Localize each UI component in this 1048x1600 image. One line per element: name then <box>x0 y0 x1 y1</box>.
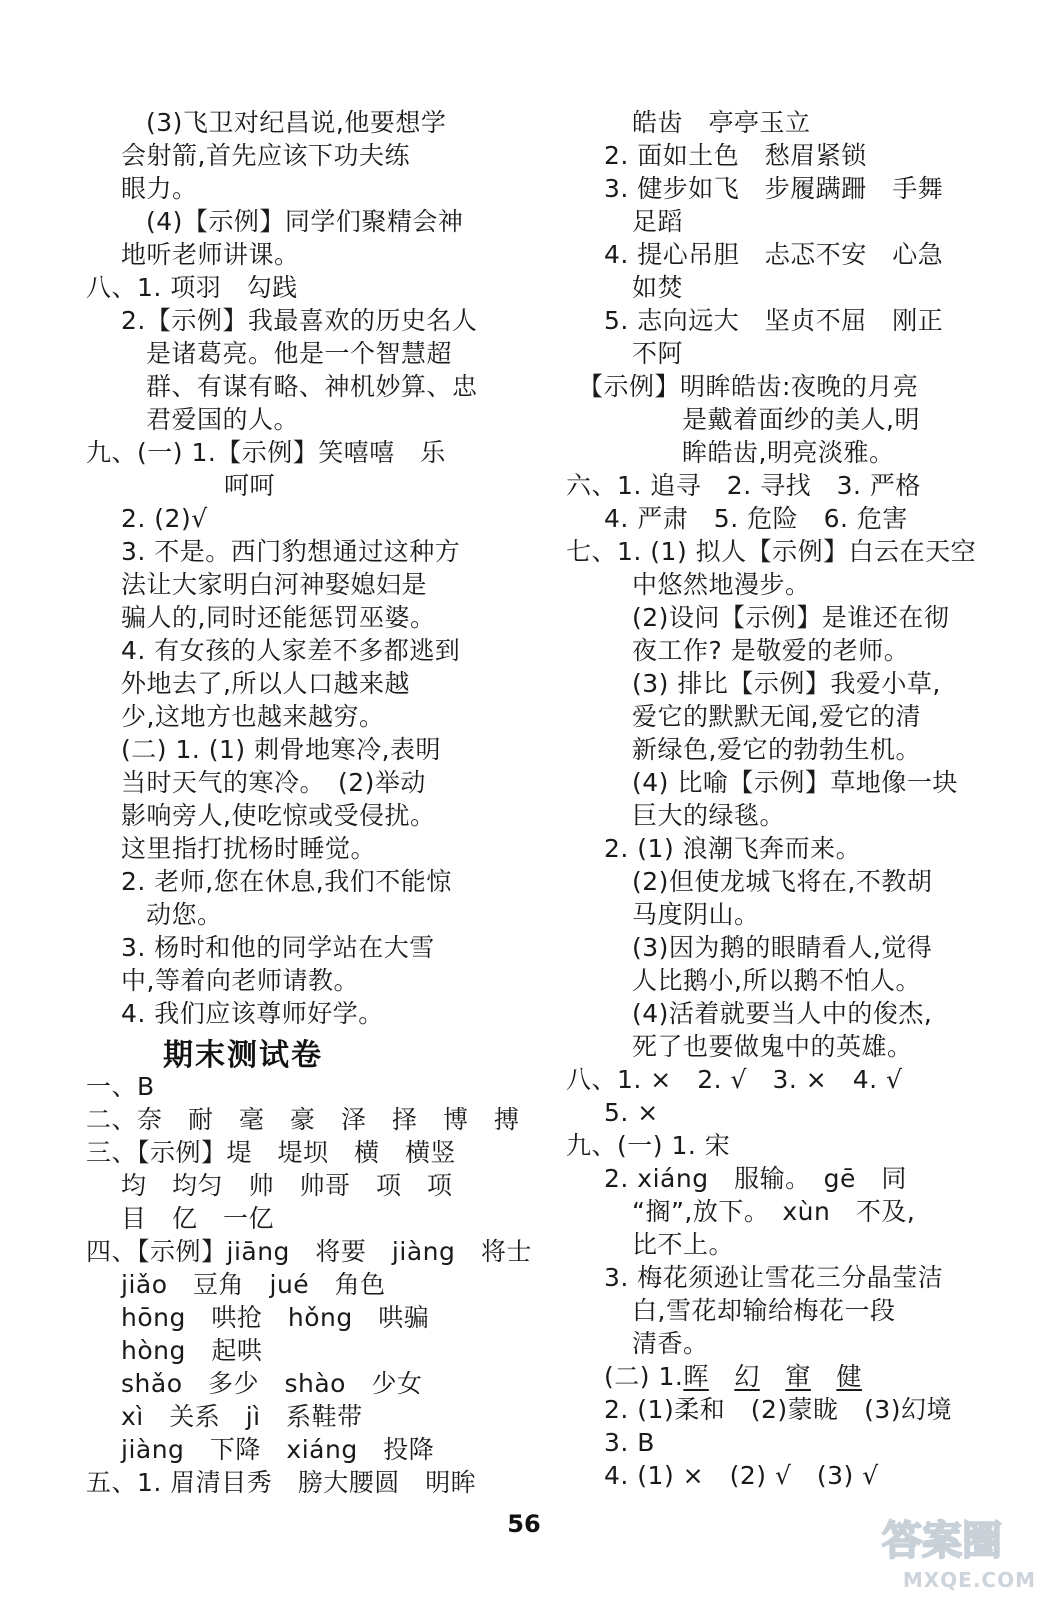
text-line: “搁”,放下。 xùn 不及, <box>632 1197 916 1226</box>
underlined-char: 窜 <box>785 1362 811 1391</box>
text-line: 是诸葛亮。他是一个智慧超 <box>146 339 453 368</box>
text-line: 2. 面如土色 愁眉紧锁 <box>604 141 867 170</box>
text-line: 马度阴山。 <box>632 900 760 929</box>
text-line: 4. 我们应该尊师好学。 <box>121 999 384 1028</box>
text-line: 4. (1) × (2) √ (3) √ <box>604 1461 879 1490</box>
text-line: 眼力。 <box>121 174 198 203</box>
section-heading-ba: 八、1. 项羽 勾践 <box>86 273 298 302</box>
text-line: 均 均匀 帅 帅哥 项 项 <box>121 1171 453 1200</box>
text-line: hōng 哄抢 hǒng 哄骗 <box>121 1303 430 1332</box>
exam-title: 期末测试卷 <box>163 1038 323 1073</box>
text-line: 一、B <box>86 1072 155 1101</box>
text-line: jiǎo 豆角 jué 角色 <box>121 1270 386 1299</box>
text-line: 巨大的绿毯。 <box>632 801 786 830</box>
text-line: 影响旁人,使吃惊或受侵扰。 <box>121 801 436 830</box>
text-line: 目 亿 一亿 <box>121 1204 275 1233</box>
text-line: 4. 有女孩的人家差不多都逃到 <box>121 636 461 665</box>
text-line: xì 关系 jì 系鞋带 <box>121 1402 363 1431</box>
section-heading-jiu: 九、(一) 1.【示例】笑嘻嘻 乐 <box>86 438 446 467</box>
text-line: 2. xiáng 服输。 gē 同 <box>604 1164 907 1193</box>
text-line: 3. B <box>604 1428 655 1457</box>
text-line: 法让大家明白河神娶媳妇是 <box>121 570 428 599</box>
text-line: (二) 1. (1) 刺骨地寒冷,表明 <box>121 735 442 764</box>
text-line: 会射箭,首先应该下功夫练 <box>121 141 410 170</box>
text-line: 外地去了,所以人口越来越 <box>121 669 410 698</box>
underlined-char: 晖 <box>683 1362 709 1391</box>
text-line: 比不上。 <box>632 1230 735 1259</box>
underlined-char: 幻 <box>734 1362 760 1391</box>
text-line: 君爱国的人。 <box>146 405 300 434</box>
text-line: 2. 老师,您在休息,我们不能惊 <box>121 867 452 896</box>
underlined-char: 健 <box>836 1362 862 1391</box>
text-line: 5. 志向远大 坚贞不屈 刚正 <box>604 306 944 335</box>
text-line: 眸皓齿,明亮淡雅。 <box>682 438 895 467</box>
text-line: 动您。 <box>146 900 223 929</box>
text-line: 4. 严肃 5. 危险 6. 危害 <box>604 504 908 533</box>
text-line: 不阿 <box>632 339 684 368</box>
text-line: 新绿色,爱它的勃勃生机。 <box>632 735 921 764</box>
text-line: 4. 提心吊胆 忐忑不安 心急 <box>604 240 944 269</box>
watermark-logo-text: 答案圈 <box>882 1518 1002 1564</box>
text-line: 足蹈 <box>632 207 684 236</box>
text-line: (4)【示例】同学们聚精会神 <box>146 207 464 236</box>
text-line: 3. 杨时和他的同学站在大雪 <box>121 933 435 962</box>
text-line: 当时天气的寒冷。 (2)举动 <box>121 768 426 797</box>
text-line: 群、有谋有略、神机妙算、忠 <box>146 372 478 401</box>
text-line: 【示例】明眸皓齿:夜晚的月亮 <box>578 372 919 401</box>
section-heading-jiu-right: 九、(一) 1. 宋 <box>566 1131 731 1160</box>
text-line: 人比鹅小,所以鹅不怕人。 <box>632 966 921 995</box>
text-line: 骗人的,同时还能惩罚巫婆。 <box>121 603 436 632</box>
text-line: 2.【示例】我最喜欢的历史名人 <box>121 306 478 335</box>
text-line: 爱它的默默无闻,爱它的清 <box>632 702 921 731</box>
text-line: 地听老师讲课。 <box>121 240 300 269</box>
text-line: (3)飞卫对纪昌说,他要想学 <box>146 108 447 137</box>
text-line: 二、奈 耐 毫 豪 泽 择 博 搏 <box>86 1105 520 1134</box>
text-line: 3. 不是。西门豹想通过这种方 <box>121 537 461 566</box>
underlined-answer-line <box>604 1362 862 1392</box>
text-line: 是戴着面纱的美人,明 <box>682 405 920 434</box>
line-prefix: (二) 1. <box>604 1362 684 1391</box>
text-line: (3)因为鹅的眼睛看人,觉得 <box>632 933 933 962</box>
text-line: 中,等着向老师请教。 <box>121 966 359 995</box>
text-line: (4) 比喻【示例】草地像一块 <box>632 768 958 797</box>
section-heading-ba-right: 八、1. × 2. √ 3. × 4. √ <box>566 1065 903 1094</box>
text-line: 如焚 <box>632 273 684 302</box>
watermark-logo-icon <box>842 1510 1042 1566</box>
text-line: 中悠然地漫步。 <box>632 570 811 599</box>
text-line: 夜工作? 是敬爱的老师。 <box>632 636 910 665</box>
text-line: (4)活着就要当人中的俊杰, <box>632 999 933 1028</box>
text-line: 2. (1) 浪潮飞奔而来。 <box>604 834 862 863</box>
text-line: hòng 起哄 <box>121 1336 263 1365</box>
text-line: 死了也要做鬼中的英雄。 <box>632 1032 913 1061</box>
text-line: 五、1. 眉清目秀 膀大腰圆 明眸 <box>86 1468 477 1497</box>
text-line: 3. 健步如飞 步履蹒跚 手舞 <box>604 174 944 203</box>
text-line: 5. × <box>604 1098 659 1127</box>
text-line: 少,这地方也越来越穷。 <box>121 702 385 731</box>
text-line: jiàng 下降 xiáng 投降 <box>121 1435 435 1464</box>
text-line: 清香。 <box>632 1329 709 1358</box>
text-line: 皓齿 亭亭玉立 <box>632 108 811 137</box>
section-heading-qi: 七、1. (1) 拟人【示例】白云在天空 <box>566 537 977 566</box>
text-line: 三、【示例】堤 堤坝 横 横竖 <box>86 1138 457 1167</box>
watermark <box>842 1510 1042 1594</box>
page-number: 56 <box>507 1510 541 1538</box>
text-line: 白,雪花却输给梅花一段 <box>632 1296 896 1325</box>
text-line: 2. (2)√ <box>121 504 208 533</box>
text-line: (2)但使龙城飞将在,不教胡 <box>632 867 933 896</box>
text-line: (3) 排比【示例】我爱小草, <box>632 669 941 698</box>
text-line: (2)设问【示例】是谁还在彻 <box>632 603 950 632</box>
text-line: 2. (1)柔和 (2)蒙眬 (3)幻境 <box>604 1395 953 1424</box>
text-line: 这里指打扰杨时睡觉。 <box>121 834 377 863</box>
text-line: 呵呵 <box>224 471 276 500</box>
watermark-url: MXQE.COM <box>902 1568 1036 1592</box>
text-line: shǎo 多少 shào 少女 <box>121 1369 423 1398</box>
text-line: 四、【示例】jiāng 将要 jiàng 将士 <box>86 1237 532 1266</box>
text-line: 3. 梅花须逊让雪花三分晶莹洁 <box>604 1263 944 1292</box>
section-heading-liu: 六、1. 追寻 2. 寻找 3. 严格 <box>566 471 921 500</box>
